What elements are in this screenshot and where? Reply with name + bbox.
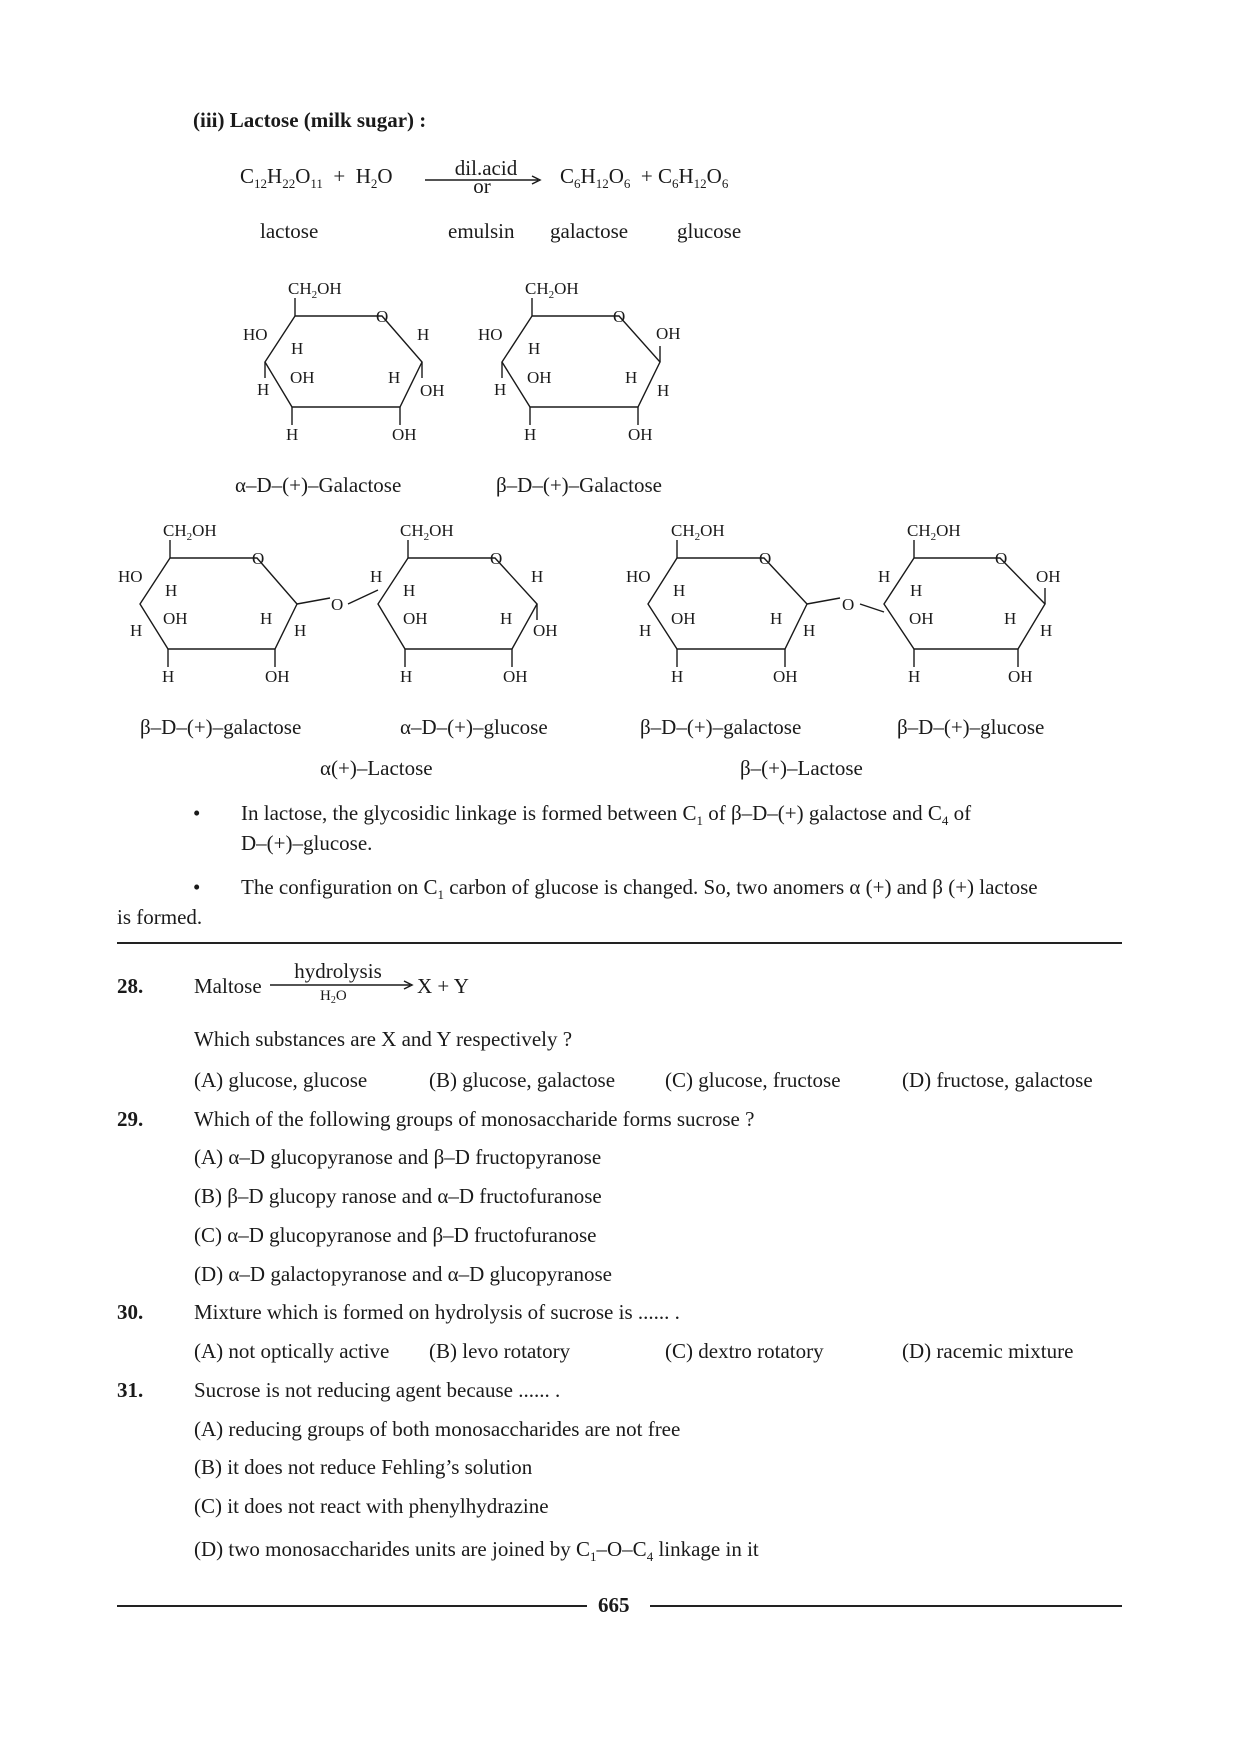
structure-diagrams xyxy=(0,0,1240,800)
alact-oh-d: OH xyxy=(533,621,558,640)
blact-h-c: H xyxy=(770,609,783,628)
ring2-oh-c1: OH xyxy=(656,324,681,343)
section-divider xyxy=(117,942,1122,944)
blact-ch2oh-2: $CH_2OH$ xyxy=(907,521,961,543)
q29-option-d[interactable]: (D) α–D galactopyranose and α–D glucopyranose xyxy=(194,1262,612,1286)
alact-o-2: O xyxy=(490,549,503,568)
q31-text: Sucrose is not reducing agent because ...... . xyxy=(194,1378,561,1402)
ring1-h-c4: H xyxy=(257,380,270,399)
ring1-h-c2: H xyxy=(388,368,401,387)
alact-h-g: H xyxy=(403,581,416,600)
q28-text: Which substances are X and Y respectively ? xyxy=(194,1027,573,1051)
ring2-ch2oh: $CH_2OH$ xyxy=(525,279,579,301)
ring2-h-c3: H xyxy=(524,425,537,444)
ring2-h-c4: H xyxy=(494,380,507,399)
blact-oh-d: OH xyxy=(909,609,934,628)
ring1-ch2oh: $CH_2OH$ xyxy=(288,279,342,301)
beta-galactose-structure xyxy=(502,298,660,425)
q29-number: 29. xyxy=(117,1107,144,1131)
label-lactose: lactose xyxy=(260,219,319,243)
lactose-formula: $C_{12}H_{22}O_{11}$ xyxy=(240,164,323,191)
bullet-1-symbol: • xyxy=(193,801,201,825)
q28-option-d[interactable]: (D) fructose, galactose xyxy=(902,1068,1093,1092)
q29-text: Which of the following groups of monosaccharide forms sucrose ? xyxy=(194,1107,755,1131)
alact-ho: HO xyxy=(118,567,143,586)
alact-h-f: H xyxy=(370,567,383,586)
q29-option-c[interactable]: (C) α–D glucopyranose and β–D fructofuranose xyxy=(194,1223,597,1247)
bullet-1-line2: D–(+)–glucose. xyxy=(241,831,373,855)
blact-oh-a: OH xyxy=(671,609,696,628)
alact-oh-a: OH xyxy=(163,609,188,628)
ring1-o: O xyxy=(376,307,389,326)
water-formula: $H_2O$ xyxy=(355,164,393,191)
alact-h-d: H xyxy=(294,621,307,640)
q30-option-b[interactable]: (B) levo rotatory xyxy=(429,1339,571,1363)
blact-h-g: H xyxy=(910,581,923,600)
arrow-bottom-label: or xyxy=(473,174,491,198)
alact-o-1: O xyxy=(252,549,265,568)
galactose-formula: $C_6H_{12}O_6$ xyxy=(560,164,631,191)
ring1-oh-c2: OH xyxy=(392,425,417,444)
q31-option-c[interactable]: (C) it does not react with phenylhydrazine xyxy=(194,1494,549,1518)
caption-beta-galactose-1: β–D–(+)–galactose xyxy=(140,715,302,739)
ring2-ho-c4: HO xyxy=(478,325,503,344)
alact-ch2oh-2: $CH_2OH$ xyxy=(400,521,454,543)
q28-option-c[interactable]: (C) glucose, fructose xyxy=(665,1068,841,1092)
ring2-oh-c2: OH xyxy=(628,425,653,444)
label-galactose: galactose xyxy=(550,219,629,243)
alact-oh-c: OH xyxy=(403,609,428,628)
q28-arrow xyxy=(270,958,420,1008)
bullet-2-line2: is formed. xyxy=(117,905,203,929)
alact-h-e: H xyxy=(162,667,175,686)
blact-h-a: H xyxy=(673,581,686,600)
q31-option-d[interactable]: (D) two monosaccharides units are joined by $C_1-O-C_4$ linkage in it xyxy=(194,1537,759,1564)
alact-h-b: H xyxy=(130,621,143,640)
blact-h-b: H xyxy=(639,621,652,640)
plus-sign-2: + xyxy=(640,164,653,188)
blact-oh-b: OH xyxy=(773,667,798,686)
caption-beta-glucose: β–D–(+)–glucose xyxy=(897,715,1045,739)
bullet-1-text: In lactose, the glycosidic linkage is formed between $C_1$ of β–D–(+) galactose and $C_4$ of xyxy=(241,801,972,828)
footer-rule-left xyxy=(117,1605,587,1607)
q30-option-d[interactable]: (D) racemic mixture xyxy=(902,1339,1074,1363)
blact-ho: HO xyxy=(626,567,651,586)
q28-option-a[interactable]: (A) glucose, glucose xyxy=(194,1068,368,1092)
blact-h-j: H xyxy=(908,667,921,686)
q30-option-a[interactable]: (A) not optically active xyxy=(194,1339,390,1363)
blact-o-2: O xyxy=(995,549,1008,568)
blact-o-link: O xyxy=(842,595,855,614)
q28-arrow-bottom: $H_2O$ xyxy=(320,988,347,1006)
bullet-2-symbol: • xyxy=(193,875,201,899)
blact-h-f: H xyxy=(878,567,891,586)
q31-option-b[interactable]: (B) it does not reduce Fehling’s solution xyxy=(194,1455,533,1479)
q28-option-b[interactable]: (B) glucose, galactose xyxy=(429,1068,616,1092)
ring1-ho-c4: HO xyxy=(243,325,268,344)
q28-arrow-top: hydrolysis xyxy=(294,959,382,983)
q31-option-a[interactable]: (A) reducing groups of both monosaccharides are not free xyxy=(194,1417,681,1441)
label-glucose: glucose xyxy=(677,219,742,243)
footer-rule-right xyxy=(650,1605,1122,1607)
blact-o-1: O xyxy=(759,549,772,568)
alact-h-h: H xyxy=(531,567,544,586)
plus-sign: + xyxy=(333,164,346,188)
blact-ch2oh-1: $CH_2OH$ xyxy=(671,521,725,543)
blact-oh-e: OH xyxy=(1008,667,1033,686)
blact-h-d: H xyxy=(803,621,816,640)
caption-beta-galactose: β–D–(+)–Galactose xyxy=(496,473,662,497)
q31-number: 31. xyxy=(117,1378,144,1402)
q28-products: X + Y xyxy=(417,974,469,998)
q30-number: 30. xyxy=(117,1300,144,1324)
q28-reactant: Maltose xyxy=(194,974,262,998)
q30-option-c[interactable]: (C) dextro rotatory xyxy=(665,1339,824,1363)
caption-alpha-galactose: α–D–(+)–Galactose xyxy=(235,473,402,497)
page-number: 665 xyxy=(598,1593,630,1617)
ring1-h-c3: H xyxy=(286,425,299,444)
ring2-o: O xyxy=(613,307,626,326)
bullet-2-text: The configuration on $C_1$ carbon of glucose is changed. So, two anomers α (+) and β (+) lactose xyxy=(241,875,1038,902)
caption-beta-galactose-2: β–D–(+)–galactose xyxy=(640,715,802,739)
ring1-h-c5: H xyxy=(291,339,304,358)
q29-option-a[interactable]: (A) α–D glucopyranose and β–D fructopyranose xyxy=(194,1145,602,1169)
alact-h-j: H xyxy=(400,667,413,686)
glucose-formula: $C_6H_{12}O_6$ xyxy=(657,164,729,191)
blact-oh-c: OH xyxy=(1036,567,1061,586)
ring2-oh-c3: OH xyxy=(527,368,552,387)
alact-h-i: H xyxy=(500,609,513,628)
alpha-galactose-structure xyxy=(265,298,422,425)
ring1-oh-c3: OH xyxy=(290,368,315,387)
alact-ch2oh-1: $CH_2OH$ xyxy=(163,521,217,543)
blact-h-e: H xyxy=(671,667,684,686)
section-heading: (iii) Lactose (milk sugar) : xyxy=(193,108,427,132)
alact-h-a: H xyxy=(165,581,178,600)
q29-option-b[interactable]: (B) β–D glucopy ranose and α–D fructofuranose xyxy=(194,1184,602,1208)
ring2-h-c5: H xyxy=(528,339,541,358)
q28-number: 28. xyxy=(117,974,144,998)
blact-h-h: H xyxy=(1004,609,1017,628)
alact-h-c: H xyxy=(260,609,273,628)
alact-oh-b: OH xyxy=(265,667,290,686)
arrow-top-label: dil.acid xyxy=(454,156,518,180)
alact-o-link: O xyxy=(331,595,344,614)
caption-alpha-lactose: α(+)–Lactose xyxy=(320,756,433,780)
q30-text: Mixture which is formed on hydrolysis of sucrose is ...... . xyxy=(194,1300,680,1324)
caption-alpha-glucose: α–D–(+)–glucose xyxy=(400,715,548,739)
ring2-h-c1: H xyxy=(657,381,670,400)
label-emulsin: emulsin xyxy=(448,219,515,243)
caption-beta-lactose: β–(+)–Lactose xyxy=(740,756,863,780)
ring2-h-c2: H xyxy=(625,368,638,387)
ring1-oh-c1: OH xyxy=(420,381,445,400)
alact-oh-e: OH xyxy=(503,667,528,686)
ring1-h-c1: H xyxy=(417,325,430,344)
blact-h-i: H xyxy=(1040,621,1053,640)
